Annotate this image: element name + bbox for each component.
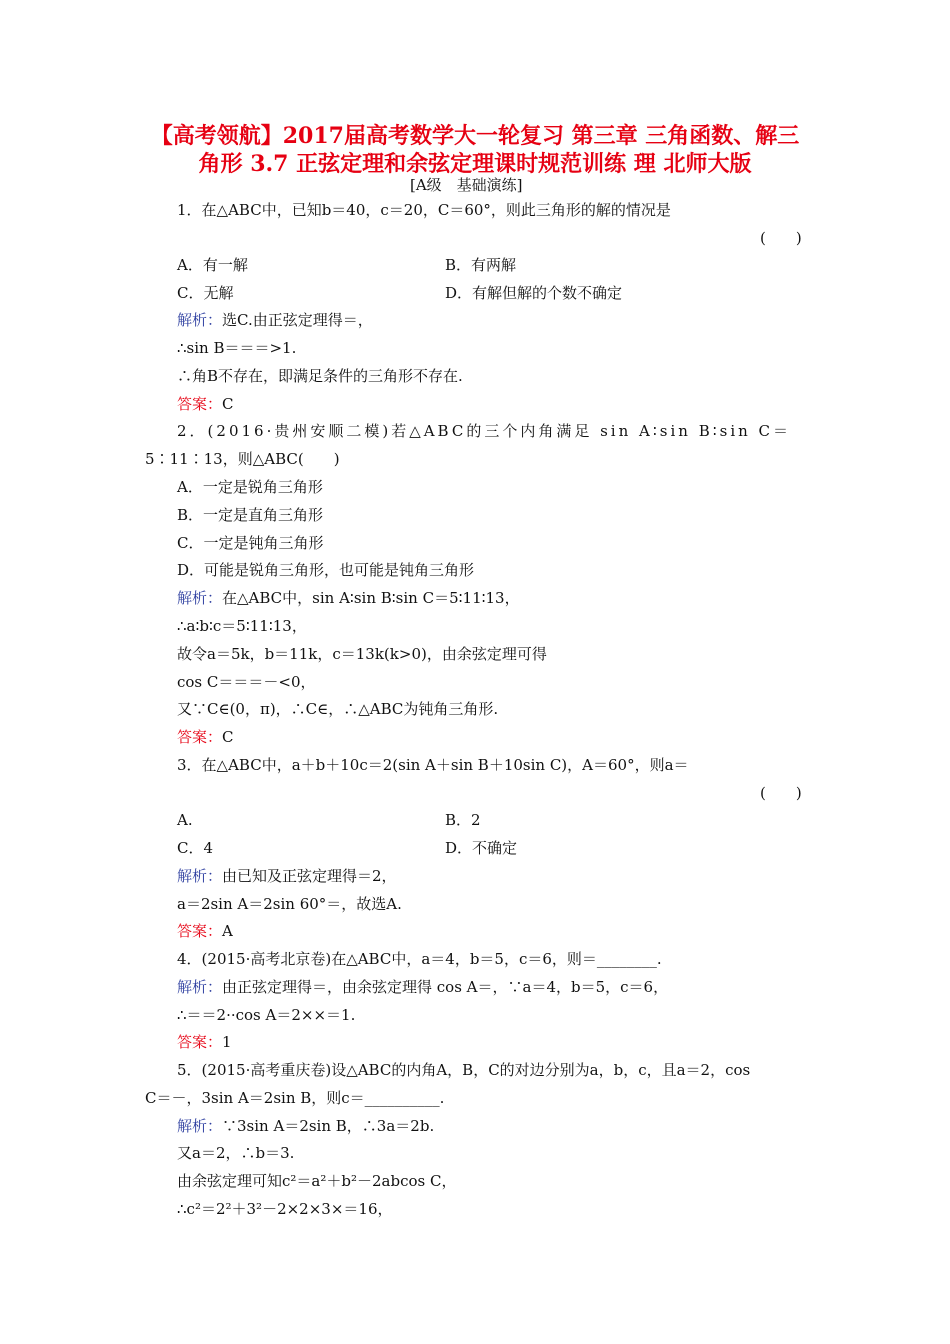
q2-stem-2: 5∶11∶13，则△ABC( ) — [145, 450, 340, 468]
q3-solution-2: a＝2sin A＝2sin 60°＝，故选A. — [177, 895, 402, 913]
q2-solution-1: 解析：在△ABC中，sin A∶sin B∶sin C＝5∶11∶13， — [177, 589, 520, 607]
q2-stem-1: 2．(2016·贵州安顺二模)若△ABC的三个内角满足 sin A∶sin B∶sin C＝ — [177, 422, 792, 440]
q3-answer-paren: ( ) — [760, 784, 802, 802]
q1-answer-paren: ( ) — [760, 229, 802, 247]
analysis-label: 解析： — [177, 311, 223, 329]
q2-solution-5: 又∵C∈(0，π)，∴C∈，∴△ABC为钝角三角形. — [177, 700, 499, 718]
q3-option-b: B．2 — [445, 811, 481, 829]
q2-option-c: C．一定是钝角三角形 — [177, 534, 324, 552]
q2-solution-4: cos C＝＝＝－<0， — [177, 673, 316, 691]
doc-title-line-2: 角形 3.7 正弦定理和余弦定理课时规范训练 理 北师大版 — [198, 151, 752, 177]
q1-solution-3: ∴角B不存在，即满足条件的三角形不存在. — [177, 367, 463, 385]
answer-label: 答案： — [177, 395, 223, 413]
q3-stem: 3．在△ABC中，a＋b＋10c＝2(sin A＋sin B＋10sin C)，A＝60°，则a＝ — [177, 756, 689, 774]
q1-stem: 1．在△ABC中，已知b＝40，c＝20，C＝60°，则此三角形的解的情况是 — [177, 201, 671, 219]
q2-solution-2: ∴a∶b∶c＝5∶11∶13， — [177, 617, 307, 635]
doc-title-line-1: 【高考领航】2017届高考数学大一轮复习 第三章 三角函数、解三 — [150, 123, 800, 149]
q5-solution-2: 又a＝2，∴b＝3. — [177, 1144, 295, 1162]
q3-option-d: D．不确定 — [445, 839, 518, 857]
q3-option-a: A. — [177, 811, 193, 829]
q5-stem-1: 5．(2015·高考重庆卷)设△ABC的内角A，B，C的对边分别为a，b，c，且a＝2，cos — [177, 1061, 751, 1079]
q1-option-c: C．无解 — [177, 284, 234, 302]
q5-solution-4: ∴c²＝2²＋3²－2×2×3×＝16， — [177, 1200, 393, 1218]
analysis-label: 解析： — [177, 867, 223, 885]
q2-option-b: B．一定是直角三角形 — [177, 506, 324, 524]
answer-label: 答案： — [177, 922, 223, 940]
q5-solution-3: 由余弦定理可知c²＝a²＋b²－2abcos C， — [177, 1172, 457, 1190]
q2-answer: 答案：C — [177, 728, 234, 746]
q2-solution-3: 故令a＝5k，b＝11k，c＝13k(k>0)，由余弦定理可得 — [177, 645, 547, 663]
q1-option-b: B．有两解 — [445, 256, 517, 274]
answer-label: 答案： — [177, 728, 223, 746]
q3-solution-1: 解析：由已知及正弦定理得＝2， — [177, 867, 397, 885]
q1-option-d: D．有解但解的个数不确定 — [445, 284, 623, 302]
analysis-label: 解析： — [177, 589, 223, 607]
q5-solution-1: 解析：∵3sin A＝2sin B，∴3a＝2b. — [177, 1117, 435, 1135]
q4-stem: 4．(2015·高考北京卷)在△ABC中，a＝4，b＝5，c＝6，则＝________. — [177, 950, 662, 968]
q3-option-c: C．4 — [177, 839, 214, 857]
analysis-label: 解析： — [177, 1117, 223, 1135]
q4-answer: 答案：1 — [177, 1033, 232, 1051]
section-heading: [A级 基础演练] — [410, 176, 523, 194]
q4-solution-1: 解析：由正弦定理得＝，由余弦定理得 cos A＝，∵a＝4，b＝5，c＝6， — [177, 978, 669, 996]
q4-solution-2: ∴＝＝2··cos A＝2××＝1. — [177, 1006, 356, 1024]
q3-answer: 答案：A — [177, 922, 233, 940]
q1-answer: 答案：C — [177, 395, 234, 413]
q1-option-a: A．有一解 — [177, 256, 248, 274]
q5-stem-2: C＝－，3sin A＝2sin B，则c＝__________. — [145, 1089, 445, 1107]
q1-solution-2: ∴sin B＝＝＝>1. — [177, 339, 297, 357]
q1-solution-1: 解析：选C.由正弦定理得＝， — [177, 311, 373, 329]
answer-label: 答案： — [177, 1033, 223, 1051]
q2-option-a: A．一定是锐角三角形 — [177, 478, 323, 496]
analysis-label: 解析： — [177, 978, 223, 996]
q2-option-d: D．可能是锐角三角形，也可能是钝角三角形 — [177, 561, 475, 579]
